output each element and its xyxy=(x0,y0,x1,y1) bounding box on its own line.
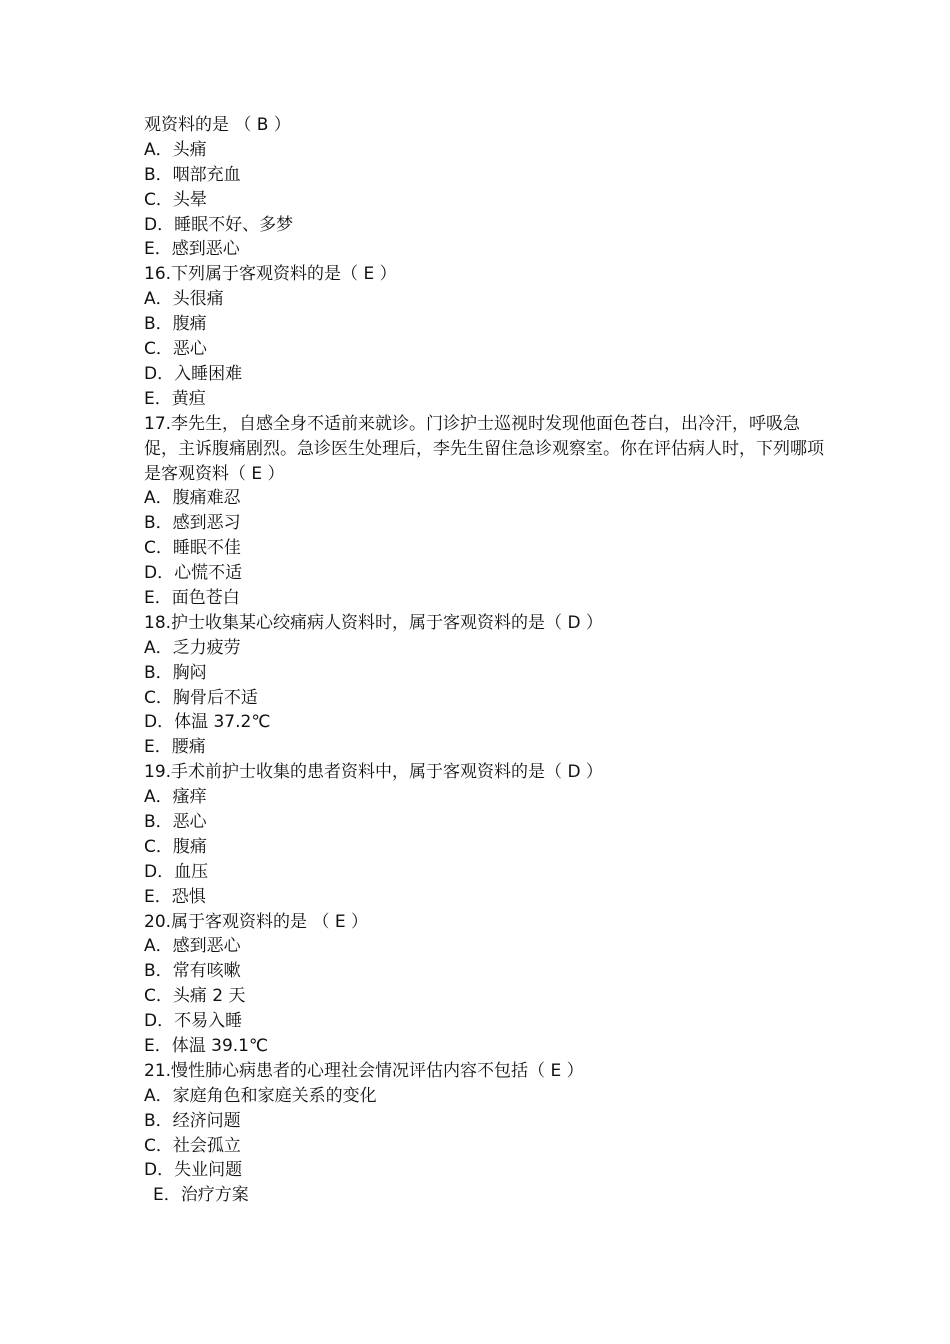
text-line: E．体温 39.1℃ xyxy=(144,1036,269,1056)
text-line: C．睡眠不佳 xyxy=(144,538,241,559)
text-line: 观资料的是 （ B ） xyxy=(144,115,291,135)
text-line: D．睡眠不好、多梦 xyxy=(144,214,294,235)
text-line: A．头很痛 xyxy=(144,289,224,310)
text-line: E．腰痛 xyxy=(144,737,206,758)
text-line: B．经济问题 xyxy=(144,1110,241,1131)
text-line: E．感到恶心 xyxy=(144,239,240,260)
text-line: D．心慌不适 xyxy=(144,563,243,584)
text-line: C．社会孤立 xyxy=(144,1135,241,1156)
text-line: A．感到恶心 xyxy=(144,936,241,957)
text-line: A．腹痛难忍 xyxy=(144,488,241,509)
text-line: C．头晕 xyxy=(144,189,207,210)
text-line: B．常有咳嗽 xyxy=(144,961,241,982)
question-17: 17.李先生，自感全身不适前来就诊。门诊护士巡视时发现他面色苍白，出冷汗，呼吸急促，主诉腹痛剧烈。急诊医生处理后，李先生留住急诊观察室。你在评估病人时，下列哪项是客观资料（ E ） xyxy=(144,413,824,484)
text-line: C．腹痛 xyxy=(144,836,207,857)
text-line: D．血压 xyxy=(144,861,209,882)
text-line: B．感到恶习 xyxy=(144,513,241,534)
text-line: D．体温 37.2℃ xyxy=(144,712,271,733)
text-line: D．失业问题 xyxy=(144,1160,243,1181)
question-20: 20.属于客观资料的是 （ E ） xyxy=(144,911,368,932)
text-line: E．面色苍白 xyxy=(144,587,240,608)
text-line: B．咽部充血 xyxy=(144,164,241,185)
text-line: C．恶心 xyxy=(144,339,207,360)
text-line: B．恶心 xyxy=(144,811,207,832)
text-line: A．瘙痒 xyxy=(144,787,207,808)
question-16: 16.下列属于客观资料的是（ E ） xyxy=(144,264,397,285)
question-list xyxy=(144,113,824,1208)
text-line: A．家庭角色和家庭关系的变化 xyxy=(144,1085,377,1106)
text-line: C．胸骨后不适 xyxy=(144,687,258,708)
text-line: E．治疗方案 xyxy=(153,1185,249,1206)
question-19: 19.手术前护士收集的患者资料中，属于客观资料的是（ D ） xyxy=(144,762,603,783)
question-18: 18.护士收集某心绞痛病人资料时，属于客观资料的是（ D ） xyxy=(144,612,603,633)
text-line: A．头痛 xyxy=(144,139,207,160)
text-line: B．胸闷 xyxy=(144,662,207,683)
text-line: E．黄疸 xyxy=(144,388,206,409)
question-21: 21.慢性肺心病患者的心理社会情况评估内容不包括（ E ） xyxy=(144,1060,584,1081)
text-line: B．腹痛 xyxy=(144,314,207,335)
text-line: A．乏力疲劳 xyxy=(144,637,241,658)
text-line: E．恐惧 xyxy=(144,886,206,907)
text-line: C．头痛 2 天 xyxy=(144,986,246,1007)
text-line: D．不易入睡 xyxy=(144,1011,243,1032)
text-line: D．入睡困难 xyxy=(144,363,243,384)
